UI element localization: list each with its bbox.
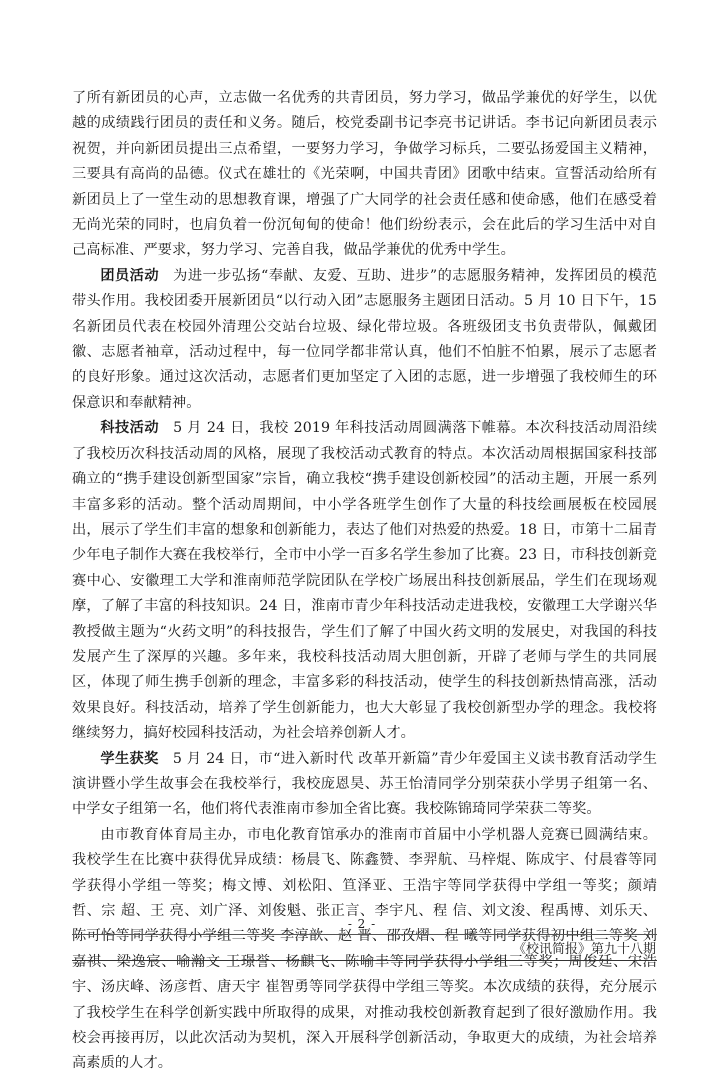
paragraph-science-activity-text: 5 月 24 日，我校 2019 年科技活动周圆满落下帷幕。本次科技活动周沿续了我校历次科技活动周的风格，展现了我校活动式教育的特点。本次活动周根据国家科技部确立的“携手建设创新型国家”宗旨，确立我校“携手建设创新校园”的活动主题，开展一系列丰富多彩的活动。整个活动周期间，中小学各班学生创作了大量的科技绘画展板在校园展出，展示了学生们丰富的想象和创新能力，表达了他们对热爱的热爱。18 日，市第十二届青少年电子制作大赛在我校举行，全市中小学一百多名学生参加了比赛。23 日，市科技创新竞赛中心、安徽理工大学和淮南师范学院团队在学校广场展出科技创新展品，学生们在现场观摩，了解了丰富的科技知识。24 日，淮南市青少年科技活动走进我校，安徽理工大学谢兴华教授做主题为“火药文明”的科技报告，学生们了解了中国火药文明的发展史，对我国的科技发展产生了深厚的兴趣。多年来，我校科技活动周大胆创新，开辟了老师与学生的共同展区，体现了师生携手创新的理念，丰富多彩的科技活动，使学生的科技创新热情高涨，活动效果良好。科技活动，培养了学生创新能力，也大大彰显了我校创新型办学的理念。我校将继续努力，搞好校园科技活动，为社会培养创新人才。 [72, 420, 657, 742]
page-number: - 2 - [347, 917, 377, 931]
paragraph-student-awards [72, 747, 657, 823]
paragraph-science-activity [72, 416, 657, 746]
footer-divider-bottom [72, 960, 657, 961]
publication-title: 《校讯简报》第九十八期 [512, 942, 656, 957]
footer-divider-top [72, 934, 657, 935]
paragraph-league-activity-text: 为进一步弘扬“奉献、友爱、互助、进步”的志愿服务精神，发挥团员的模范带头作用。我校团委开展新团员“以行动入团”志愿服务主题团日活动。5 月 10 日下午，15 名新团员代表在校园外清理公交站台垃圾、绿化带垃圾。各班级团支书负责带队，佩戴团徽、志愿者袖章，活动过程中，每一位同学都非常认真，他们不怕脏不怕累，展示了志愿者的良好形象。通过这次活动，志愿者们更加坚定了入团的志愿，进一步增强了我校师生的环保意识和奉献精神。 [72, 267, 657, 411]
paragraph-robot-competition: 由市教育体育局主办，市电化教育馆承办的淮南市首届中小学机器人竞赛已圆满结束。我校学生在比赛中获得优异成绩：杨晨飞、陈鑫赞、李羿航、马梓焜、陈成宇、付晨睿等同学获得小学组一等奖；梅文博、刘松阳、笪泽亚、王浩宇等同学获得中学组一等奖；颜靖哲、宗 超、王 亮、刘广泽、刘俊魁、张正言、李宇凡、程 信、刘文浚、程禹博、刘乐天、陈可怡等同学获得小学组二等奖 李淳歆、赵 晋、邵孜熠、程 曦等同学获得初中组二等奖 刘嘉祺、梁逸宸、喻瀚文 王璟誉、杨麒飞、陈喻丰等同学获得小学组三等奖；周俊廷、宋浩宇、汤庆峰、汤彦哲、唐天宇 崔智勇等同学获得中学组三等奖。本次成绩的获得，充分展示了我校学生在科学创新实践中所取得的成果，对推动我校创新教育起到了很好激励作用。我校会再接再厉，以此次活动为契机，深入开展科学创新活动，争取更大的成绩，为社会培养高素质的人才。 [72, 826, 657, 1072]
section-heading-league-activity: 团员活动 [100, 267, 159, 284]
paragraph-league-activity [72, 264, 657, 416]
section-heading-science-activity: 科技活动 [100, 420, 159, 437]
paragraph-student-awards-text: 5 月 24 日，市“进入新时代 改革开新篇”青少年爱国主义读书教育活动学生演讲暨小学生故事会在我校举行，我校庞恩昊、苏王怡清同学分别荣获小学男子组第一名、中学女子组第一名，他们将代表淮南市参加全省比赛。我校陈锦琦同学荣获二等奖。 [72, 750, 657, 818]
section-heading-student-awards: 学生获奖 [100, 750, 159, 767]
paragraph-oath-continuation: 了所有新团员的心声，立志做一名优秀的共青团员，努力学习，做品学兼优的好学生，以优越的成绩践行团员的责任和义务。随后，校党委副书记李亮书记讲话。李书记向新团员表示祝贺，并向新团员提出三点希望，一要努力学习，争做学习标兵，二要弘扬爱国主义精神，三要具有高尚的品德。仪式在雄壮的《光荣啊，中国共青团》团歌中结束。宣誓活动给所有新团员上了一堂生动的思想教育课，增强了广大同学的社会责任感和使命感，他们在感受着无尚光荣的同时，也肩负着一份沉甸甸的使命！他们纷纷表示，会在此后的学习生活中对自己高标准、严要求，努力学习、完善自我，做品学兼优的优秀中学生。 [72, 90, 657, 259]
